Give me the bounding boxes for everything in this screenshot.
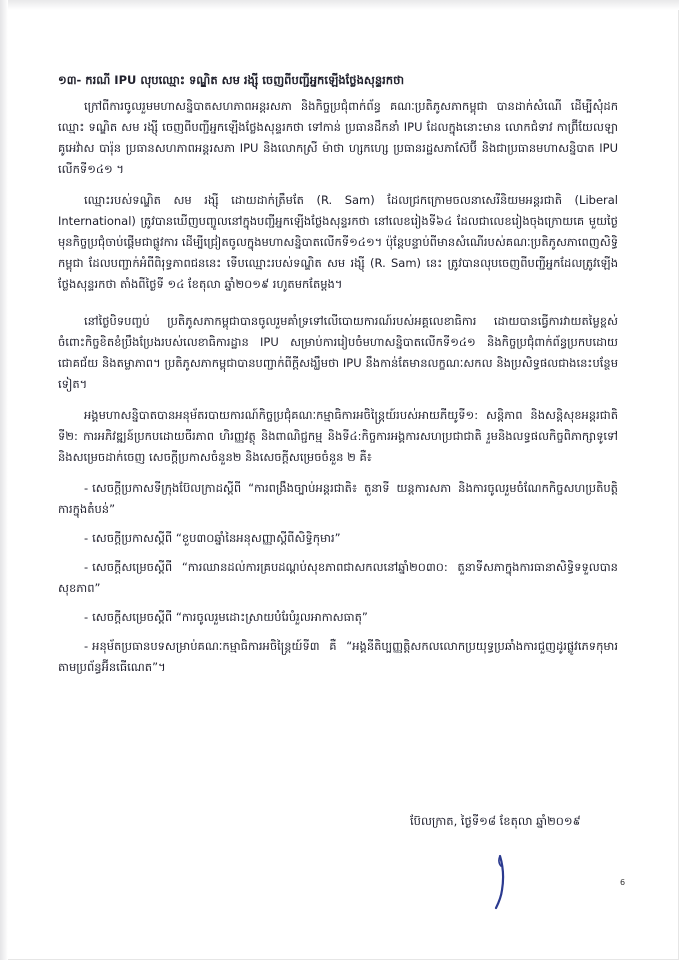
paragraph-1: ក្រៅពីការចូលរួមមហាសន្និបាតសហភាពអន្តរសភា និងកិច្ចប្រជុំពាក់ព័ន្ធ គណៈប្រតិភូសភាកម្ពុជា បានដាក់សំណើ ដើម្បីសុំដកឈ្មោះ ទណ្ឌិត សម រង្ស៊ី ចេញពីបញ្ជីអ្នកឡើងថ្លែងសុន្ទរកថា ទៅកាន់ ប្រធានដឹកនាំ IPU ដែលក្នុងនោះមាន លោកជំទាវ កាព្រ៊ីយែលឡា គូអេវ៉ាស បារ៉ុន ប្រធានសហភាពអន្តរសភា IPU និងលោកស្រី ម៉ាថា ហ្សកហ្សេ ប្រធានរដ្ឋសភាស៊ែប៊ី និងជាប្រធានមហាសន្និបាត IPU លើកទី១៤១ ។ — [58, 99, 618, 176]
list-item-text: សេចក្ដីប្រកាសស្ដីពី “ខួប៣០ឆ្នាំនៃអនុសញ្ញាស្ដីពីសិទ្ធិកុមារ” — [92, 531, 341, 545]
bullet-marker: - — [84, 560, 89, 574]
paragraph-4: អង្គមហាសន្និបាតបានអនុម័តរបាយការណ៍កិច្ចប្រជុំគណៈកម្មាធិការអចិន្ត្រៃយ៍របស់អាយភីយូទី១: សន្តិភាព និងសន្តិសុខអន្តរជាតិ ទី២: ការអភិវឌ្ឍន៍ប្រកបដោយចីរភាព ហិរញ្ញវត្ថុ និងពាណិជ្ជកម្ម និងទី៤:កិច្ចការអង្គការសហប្រជាជាតិ រួមនិងលទ្ធផលកិច្ចពិភាក្សាទូទៅ និងសម្រេចដាក់ចេញ សេចក្ដីប្រកាសចំនួន២ និងសេចក្ដីសម្រេចចំនួន ២ គឺ៖ — [58, 408, 618, 464]
page-number: 6 — [620, 878, 626, 887]
bullet-marker: - — [84, 531, 89, 545]
resolutions-list — [58, 478, 618, 678]
signature-mark — [486, 850, 516, 910]
place-and-date: ប៊ែលក្រាត, ថ្ងៃទី១៨ ខែតុលា ឆ្នាំ២០១៩ — [410, 814, 581, 828]
bullet-marker: - — [84, 639, 89, 653]
paragraph-3: នៅថ្ងៃបិទបញ្ចប់ ប្រតិភូសភាកម្ពុជាបានចូលរួមគាំទ្រទៅលើបោយការណ៍របស់អគ្គលេខាធិការ ដោយបានធ្វើការវាយតម្លៃខ្ពស់ ចំពោះកិច្ចខិតខំប្រឹងប្រែងរបស់លេខាធិការដ្ឋាន IPU សម្រាប់ការរៀបចំមហាសន្និបាតលើកទី១៤១ និងកិច្ចប្រជុំពាក់ព័ន្ធប្រកបដោយជោគជ័យ និងតម្លាភាព។ ប្រតិភូសភាកម្ពុជាបានបញ្ជាក់ពីក្ដីសង្ឃឹមថា IPU នឹងកាន់តែមានលក្ខណៈសកល និងប្រសិទ្ធផលជាងនេះបន្ថែមទៀត។ — [58, 314, 618, 391]
list-item — [58, 528, 618, 549]
bullet-marker: - — [84, 481, 89, 495]
list-item-text: សេចក្ដីសម្រេចស្ដីពី “ការឈានដល់ការគ្របដណ្ដប់សុខភាពជាសកលនៅឆ្នាំ២០៣០: តួនាទីសភាក្នុងការធានាសិទ្ធិទទួលបានសុខភាព” — [58, 560, 618, 595]
list-item — [58, 478, 618, 520]
list-item-text: អនុម័តប្រធានបទសម្រាប់គណៈកម្មាធិការអចិន្ត្រៃយ៍ទី៣ គឺ “អង្គនីតិប្បញ្ញត្តិសកលលោកប្រយុទ្ធប្រឆាំងការជួញដូរផ្លូវភេទកុមារតាមប្រព័ន្ធអ៊ីនធើណេត”។ — [58, 639, 618, 674]
paragraph-2: ឈ្មោះរបស់ទណ្ឌិត សម រង្ស៊ី ដោយដាក់ត្រឹមតែ (R. Sam) ដែលជ្រកក្រោមចលនាសេរីនិយមអន្តរជាតិ (Liberal International) ត្រូវបានឃើញបញ្ចូលនៅក្នុងបញ្ជីអ្នកឡើងថ្លែងសុន្ទរកថា នៅលេខរៀងទី៦៤ ដែលជាលេខរៀងចុងក្រោយគេ មួយថ្ងៃមុនកិច្ចប្រជុំចាប់ផ្ដើមជាផ្លូវការ ដើម្បីជ្រៀតចូលក្នុងមហាសន្និបាតលើកទី១៤១។ ប៉ុន្តែបន្ទាប់ពីមានសំណើរបស់គណៈប្រតិភូសភាពេញសិទ្ធិកម្ពុជា ដែលបញ្ជាក់អំពីពិរុទ្ធភាពជននេះ ទើបឈ្មោះរបស់ទណ្ឌិត សម រង្ស៊ី (R. Sam) នេះ ត្រូវបានលុបចេញពីបញ្ជីអ្នកដែលត្រូវឡើងថ្លែងសុន្ទរកថា តាំងពីថ្ងៃទី ១៤ ខែតុលា ឆ្នាំ២០១៩ រហូតមកតែម្ដង។ — [58, 193, 618, 291]
list-item — [58, 557, 618, 599]
page-edge-shadow-left — [0, 0, 8, 960]
bullet-marker: - — [84, 610, 89, 624]
list-item-text: សេចក្ដីសម្រេចស្ដីពី “ការចូលរួមដោះស្រាយបំរែបំរួលអាកាសធាតុ” — [92, 610, 368, 624]
list-item — [58, 636, 618, 678]
section-heading: ១៣- ករណី IPU លុបឈ្មោះ ទណ្ឌិត សម រង្ស៊ី ចេញពីបញ្ជីអ្នកឡើងថ្លែងសុន្ទរកថា — [58, 73, 405, 87]
document-body — [58, 70, 618, 686]
page-edge-shadow-top — [0, 0, 679, 10]
list-item — [58, 607, 618, 628]
list-item-text: សេចក្ដីប្រកាសទីក្រុងប៊ែលក្រាដស្ដីពី “ការពង្រឹងច្បាប់អន្តរជាតិ៖ តួនាទី យន្តការសភា និងការចូលរួមចំណែកកិច្ចសហប្រតិបត្តិការក្នុងតំបន់” — [58, 481, 618, 516]
